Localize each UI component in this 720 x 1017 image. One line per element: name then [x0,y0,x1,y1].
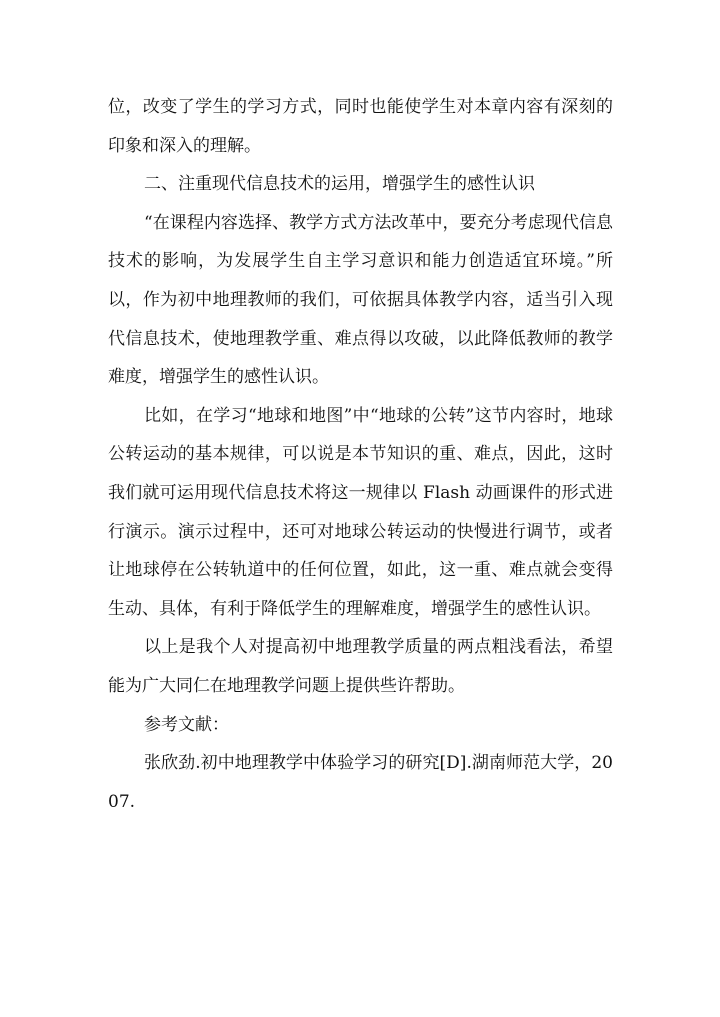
paragraph-example: 比如，在学习“地球和地图”中“地球的公转”这节内容时，地球公转运动的基本规律，可以说是本节知识的重、难点，因此，这时我们就可运用现代信息技术将这一规律以 Flash 动画课件的形式进行演示。演示过程中，还可对地球公转运动的快慢进行调节，或者让地球停在公转轨道中的任何位置，如此，这一重、难点就会变得生动、具体，有利于降低学生的理解难度，增强学生的感性认识。 [108,405,613,619]
document-body [108,88,613,821]
paragraph-quote: “在课程内容选择、教学方式方法改革中，要充分考虑现代信息技术的影响，为发展学生自主学习意识和能力创造适宜环境。”所以，作为初中地理教师的我们，可依据具体教学内容，适当引入现代信息技术，使地理教学重、难点得以攻破，以此降低教师的教学难度，增强学生的感性认识。 [108,212,613,388]
section-heading: 二、注重现代信息技术的运用，增强学生的感性认识 [144,174,535,195]
paragraph-continuation: 位，改变了学生的学习方式，同时也能使学生对本章内容有深刻的印象和深入的理解。 [108,97,613,156]
reference-entry: 张欣劲.初中地理教学中体验学习的研究[D].湖南师范大学，2007. [108,753,613,812]
paragraph-conclusion: 以上是我个人对提高初中地理教学质量的两点粗浅看法，希望能为广大同仁在地理教学问题上提供些许帮助。 [108,637,613,696]
references-label: 参考文献： [144,714,229,735]
